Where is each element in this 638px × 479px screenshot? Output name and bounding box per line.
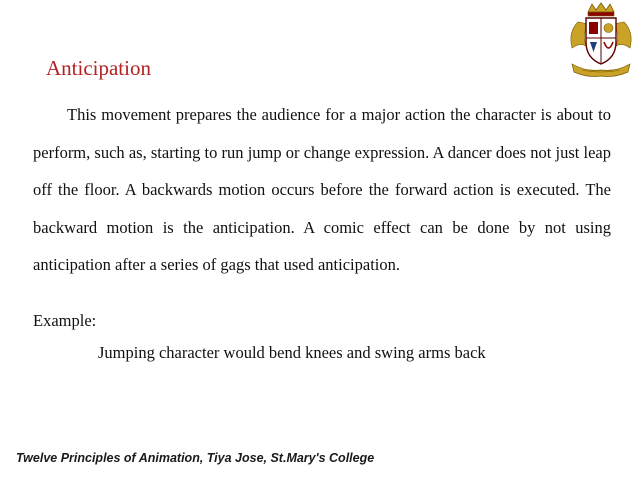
example-label: Example: — [33, 311, 97, 330]
footer-caption: Twelve Principles of Animation, Tiya Jose, St.Mary's College — [16, 451, 375, 465]
example-text: Jumping character would bend knees and swing arms back — [98, 343, 486, 362]
body-paragraph — [33, 96, 611, 284]
slide-title: Anticipation — [46, 56, 151, 80]
college-crest-icon — [566, 2, 636, 80]
body-text: This movement prepares the audience for a major action the character is about to perform, such as, starting to run jump or change expression. A dancer does not just leap off the floor. A backwards motion occurs before the forward action is executed. The backward motion is the anticipation. A comic effect can be done by not using anticipation after a series of gags that used anticipation. — [33, 105, 611, 274]
